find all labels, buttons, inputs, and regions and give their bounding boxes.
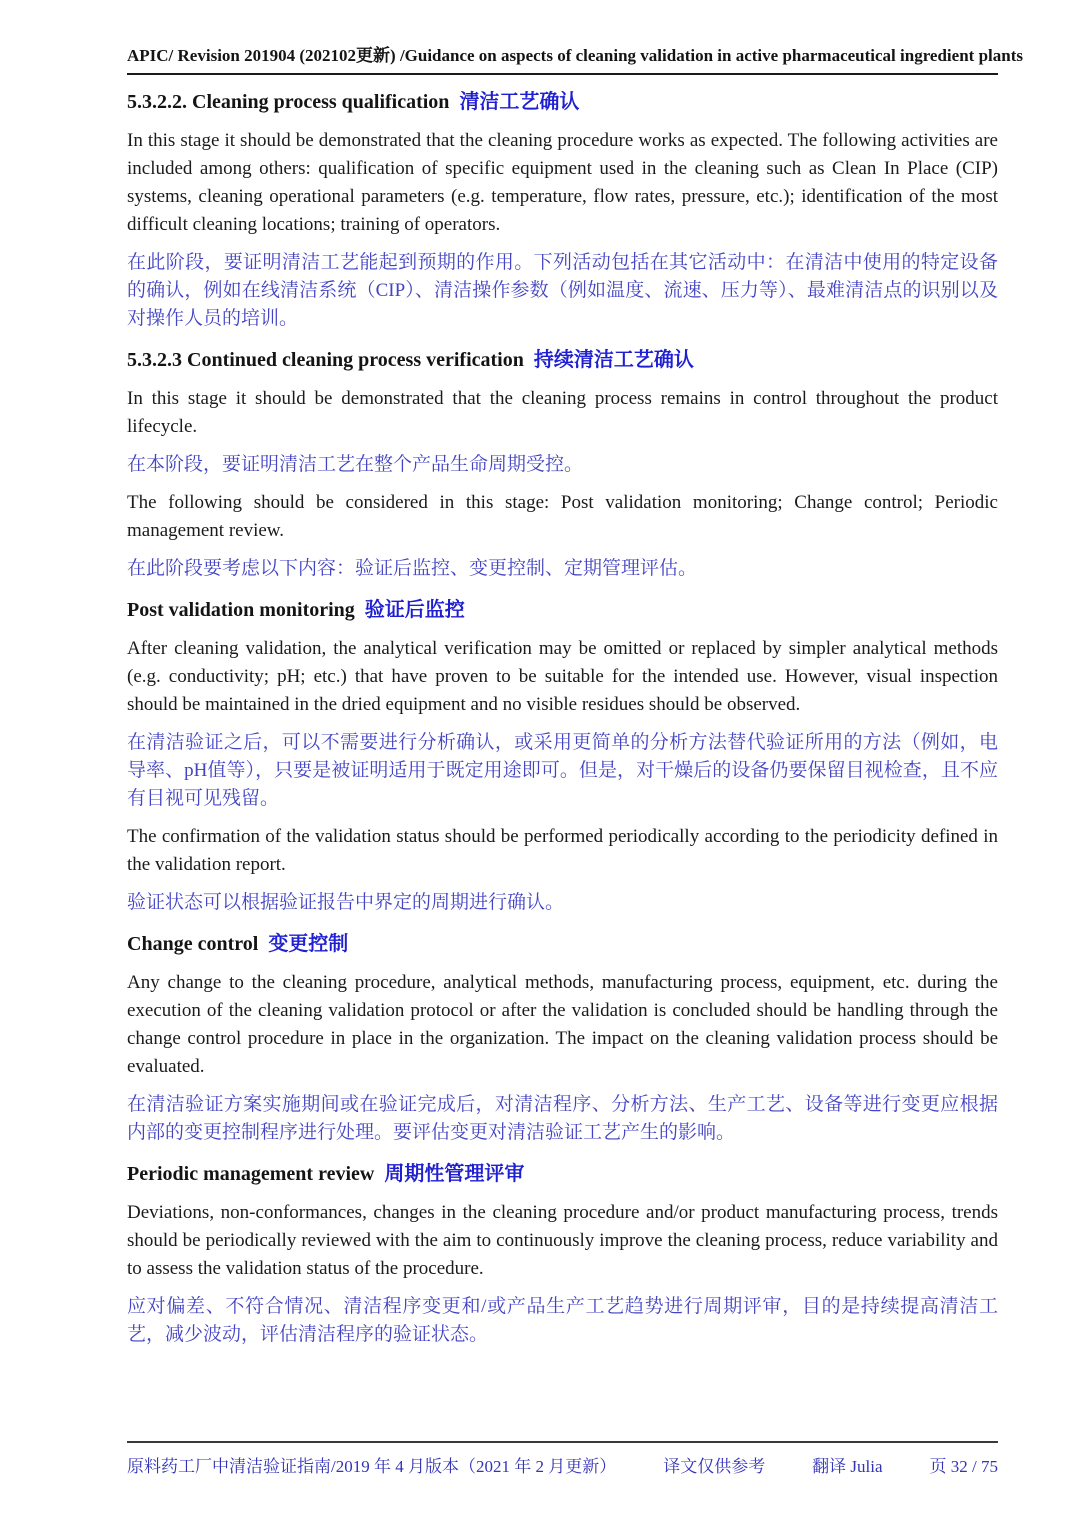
document-footer (127, 1441, 998, 1477)
document-header: APIC/ Revision 201904 (202102更新) /Guidance on aspects of cleaning validation in active pharmaceutical ingredient plants (127, 46, 998, 75)
section-heading (127, 347, 998, 373)
section-heading (127, 1161, 998, 1187)
paragraph-english: In this stage it should be demonstrated that the cleaning process remains in control throughout the product lifecycle. (127, 388, 998, 437)
heading-english: Periodic management review (127, 1163, 375, 1185)
section-heading (127, 931, 998, 957)
paragraph-chinese: 在清洁验证之后，可以不需要进行分析确认，或采用更简单的分析方法替代验证所用的方法（例如，电导率、pH值等），只要是被证明适用于既定用途即可。但是，对干燥后的设备仍要保留目视检查，且不应有目视可见残留。 (127, 732, 998, 809)
heading-chinese: 持续清洁工艺确认 (533, 349, 694, 371)
paragraph-english: The confirmation of the validation status should be performed periodically according to the periodicity defined in the validation report. (127, 826, 998, 875)
heading-english: Post validation monitoring (127, 599, 355, 621)
heading-chinese: 验证后监控 (364, 599, 465, 621)
paragraph-chinese: 在清洁验证方案实施期间或在验证完成后，对清洁程序、分析方法、生产工艺、设备等进行变更应根据内部的变更控制程序进行处理。要评估变更对清洁验证工艺产生的影响。 (127, 1094, 998, 1143)
paragraph-english: Any change to the cleaning procedure, analytical methods, manufacturing process, equipment, etc. during the execution of the cleaning validation protocol or after the validation is concluded should be handling through the change control procedure in place in the organization. The impact on the cleaning validation process should be evaluated. (127, 972, 998, 1077)
heading-chinese: 变更控制 (268, 933, 349, 955)
heading-english: Change control (127, 933, 259, 955)
paragraph-english: The following should be considered in this stage: Post validation monitoring; Change control; Periodic management review. (127, 492, 998, 541)
footer-note: 译文仅供参考 (663, 1457, 766, 1476)
document-body (127, 89, 998, 1349)
footer-page-number: 页 32 / 75 (929, 1457, 998, 1476)
paragraph-chinese: 在本阶段，要证明清洁工艺在整个产品生命周期受控。 (127, 454, 584, 475)
section-heading (127, 597, 998, 623)
heading-chinese: 清洁工艺确认 (459, 91, 580, 113)
section-heading (127, 89, 998, 115)
paragraph-english: In this stage it should be demonstrated that the cleaning procedure works as expected. The following activities are included among others: qualification of specific equipment used in the cleaning such as Clean In Place (CIP) systems, cleaning operational parameters (e.g. temperature, flow rates, pressure, etc.); identification of the most difficult cleaning locations; training of operators. (127, 130, 998, 235)
heading-chinese: 周期性管理评审 (384, 1163, 525, 1185)
heading-english: 5.3.2.3 Continued cleaning process verification (127, 349, 524, 371)
footer-doc-title: 原料药工厂中清洁验证指南/2019 年 4 月版本（2021 年 2 月更新） (127, 1457, 617, 1476)
paragraph-english: After cleaning validation, the analytical verification may be omitted or replaced by simpler analytical methods (e.g. conductivity; pH; etc.) that have proven to be suitable for the intended use. However, visual inspection should be maintained in the dried equipment and no visible residues should be observed. (127, 638, 998, 715)
footer-translator: 翻译 Julia (812, 1457, 883, 1476)
paragraph-chinese: 在此阶段要考虑以下内容：验证后监控、变更控制、定期管理评估。 (127, 558, 698, 579)
paragraph-chinese: 在此阶段，要证明清洁工艺能起到预期的作用。下列活动包括在其它活动中：在清洁中使用的特定设备的确认，例如在线清洁系统（CIP）、清洁操作参数（例如温度、流速、压力等）、最难清洁点的识别以及对操作人员的培训。 (127, 252, 998, 329)
paragraph-english: Deviations, non-conformances, changes in the cleaning procedure and/or product manufacturing process, trends should be periodically reviewed with the aim to continuously improve the cleaning process, reduce variability and to assess the validation status of the procedure. (127, 1202, 998, 1279)
heading-english: 5.3.2.2. Cleaning process qualification (127, 91, 450, 113)
paragraph-chinese: 验证状态可以根据验证报告中界定的周期进行确认。 (127, 892, 565, 913)
paragraph-chinese: 应对偏差、不符合情况、清洁程序变更和/或产品生产工艺趋势进行周期评审，目的是持续提高清洁工艺，减少波动，评估清洁程序的验证状态。 (127, 1296, 998, 1345)
